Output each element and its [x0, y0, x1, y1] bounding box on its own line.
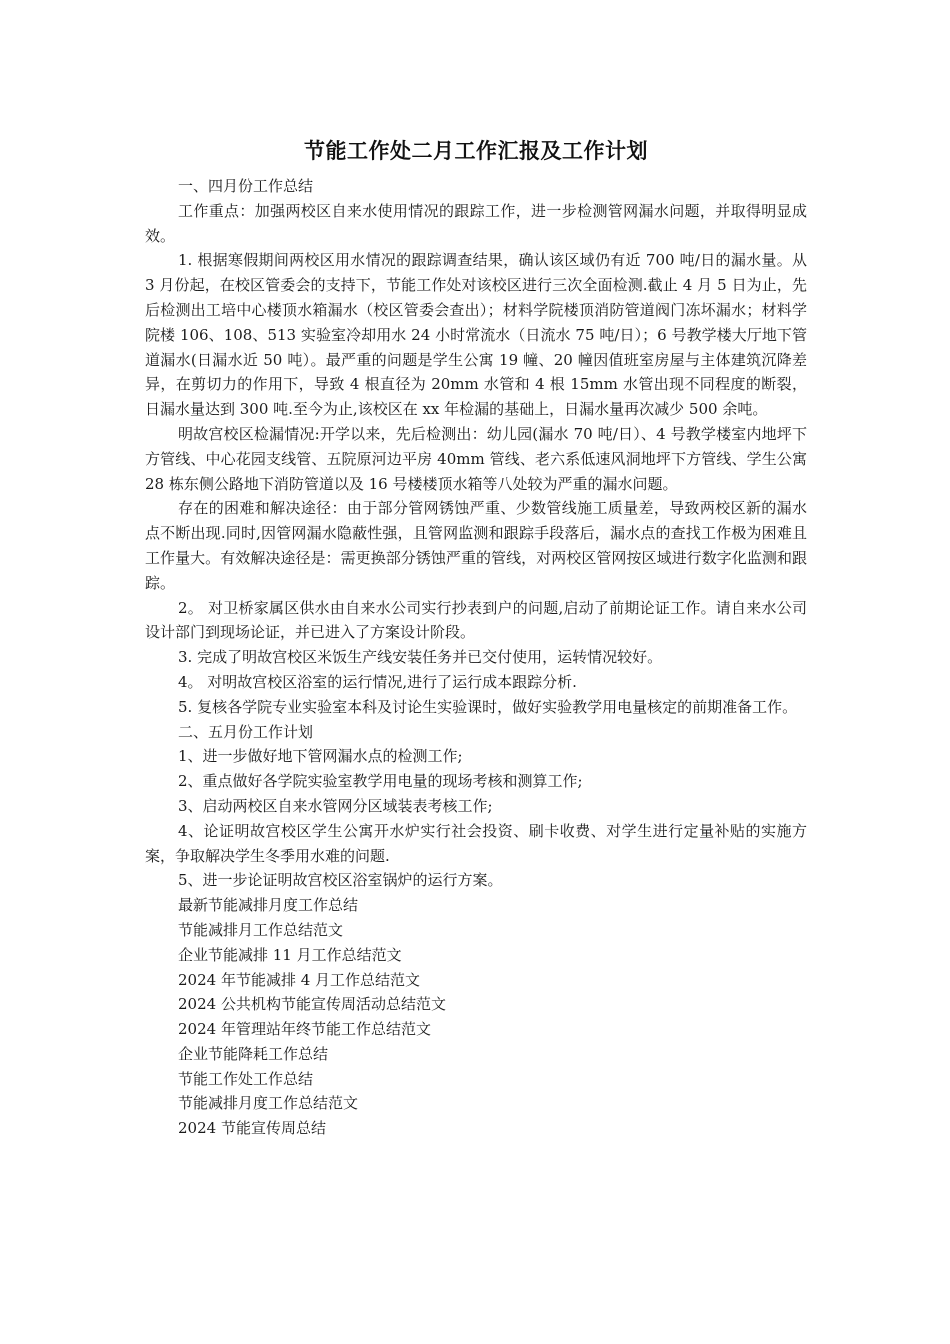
section-heading-april-summary: 一、四月份工作总结 [178, 177, 314, 195]
paragraph-item-5: 5. 复核各学院专业实验室本科及讨论生实验课时，做好实验教学用电量核定的前期准备工作。 [178, 697, 798, 716]
document-title: 节能工作处二月工作汇报及工作计划 [304, 139, 648, 163]
section-heading-may-plan: 二、五月份工作计划 [178, 722, 314, 741]
paragraph-item-4: 4。 对明故宫校区浴室的运行情况,进行了运行成本跟踪分析. [178, 672, 577, 691]
related-article-link[interactable]: 2024 公共机构节能宣传周活动总结范文 [178, 995, 446, 1014]
related-article-link[interactable]: 2024 年节能减排 4 月工作总结范文 [178, 970, 421, 989]
plan-item-4: 4、论证明故宫校区学生公寓开水炉实行社会投资、刷卡收费、对学生进行定量补贴的实施方案，争取解决学生冬季用水难的问题. [145, 821, 807, 865]
related-article-link[interactable]: 节能减排月工作总结范文 [178, 920, 344, 939]
paragraph-difficulties: 存在的困难和解决途径：由于部分管网锈蚀严重、少数管线施工质量差，导致两校区新的漏水点不断出现.同时,因管网漏水隐蔽性强，且管网监测和跟踪手段落后，漏水点的查找工作极为困难且工作量大。有效解决途径是：需更换部分锈蚀严重的管线，对两校区管网按区域进行数字化监测和跟踪。 [145, 499, 807, 592]
plan-item-1: 1、进一步做好地下管网漏水点的检测工作; [178, 747, 463, 766]
plan-item-3: 3、启动两校区自来水管网分区域装表考核工作; [178, 796, 493, 815]
related-article-link[interactable]: 2024 节能宣传周总结 [178, 1119, 326, 1138]
related-article-link[interactable]: 企业节能降耗工作总结 [178, 1044, 329, 1063]
related-article-link[interactable]: 企业节能减排 11 月工作总结范文 [178, 945, 402, 964]
related-article-link[interactable]: 节能工作处工作总结 [178, 1069, 314, 1088]
document-body [145, 174, 807, 893]
related-article-link[interactable]: 2024 年管理站年终节能工作总结范文 [178, 1020, 431, 1039]
paragraph-item-3: 3. 完成了明故宫校区米饭生产线安装任务并已交付使用，运转情况较好。 [178, 648, 663, 667]
plan-item-5: 5、进一步论证明故宫校区浴室锅炉的运行方案。 [178, 871, 503, 890]
related-article-link[interactable]: 节能减排月度工作总结范文 [178, 1094, 359, 1113]
paragraph-work-focus: 工作重点：加强两校区自来水使用情况的跟踪工作，进一步检测管网漏水问题，并取得明显成效。 [145, 201, 807, 245]
paragraph-mingguogong-leak-check: 明故宫校区检漏情况:开学以来，先后检测出：幼儿园(漏水 70 吨/日）、4 号教学楼室内地坪下方管线、中心花园支线管、五院原河边平房 40mm 管线、老六系低速风洞地坪下方管线、学生公寓 28 栋东侧公路地下消防管道以及 16 号楼楼顶水箱等八处较为严重的漏水问题。 [145, 424, 807, 493]
plan-item-2: 2、重点做好各学院实验室教学用电量的现场考核和测算工作; [178, 772, 583, 791]
related-article-link[interactable]: 最新节能减排月度工作总结 [178, 896, 359, 915]
document-page [145, 132, 807, 1141]
paragraph-item-2: 2。 对卫桥家属区供水由自来水公司实行抄表到户的问题,启动了前期论证工作。请自来水公司设计部门到现场论证，并已进入了方案设计阶段。 [145, 598, 807, 642]
related-articles-list [145, 893, 807, 1141]
paragraph-item-1: 1. 根据寒假期间两校区用水情况的跟踪调查结果，确认该区域仍有近 700 吨/日的漏水量。从 3 月份起，在校区管委会的支持下，节能工作处对该校区进行三次全面检测.截止 4 月 5 日为止，先后检测出工培中心楼顶水箱漏水（校区管委会查出）；材料学院楼顶消防管道阀门冻坏漏水；材料学院楼 106、108、513 实验室冷却用水 24 小时常流水（日流水 75 吨/日）；6 号教学楼大厅地下管道漏水(日漏水近 50 吨）。最严重的问题是学生公寓 19 幢、20 幢因值班室房屋与主体建筑沉降差异，在剪切力的作用下，导致 4 根直径为 20mm 水管和 4 根 15mm 水管出现不同程度的断裂，日漏水量达到 300 吨.至今为止,该校区在 xx 年检漏的基础上，日漏水量再次减少 500 余吨。 [145, 251, 807, 419]
